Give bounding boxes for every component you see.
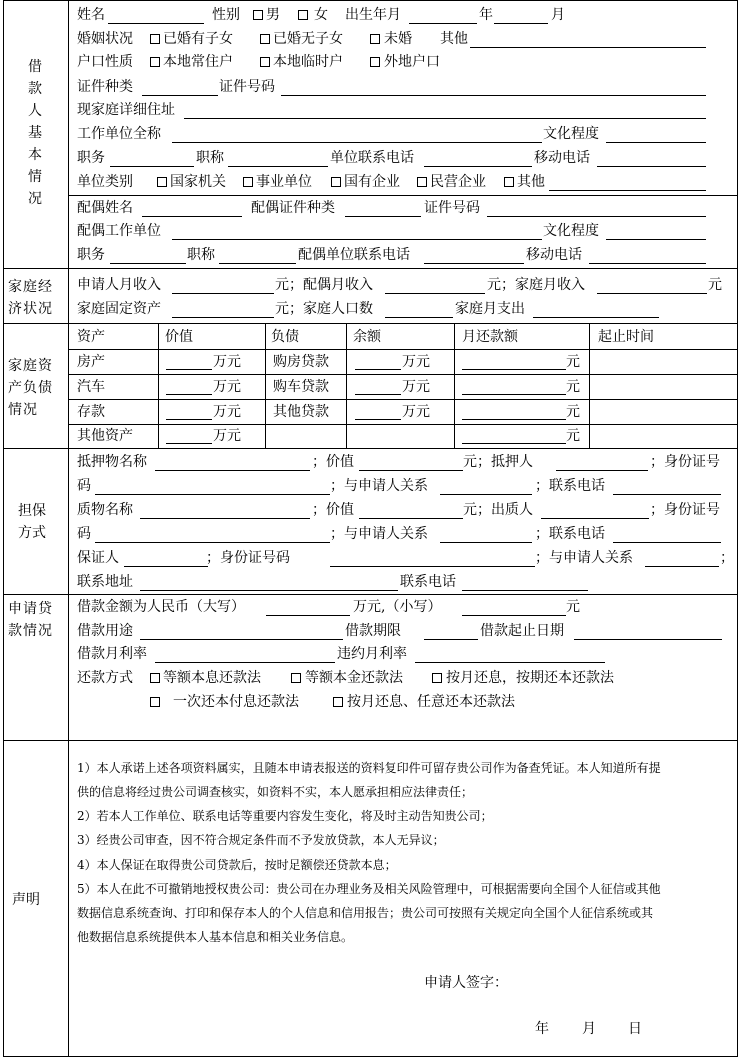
spouse-mobile-field[interactable] bbox=[589, 263, 706, 264]
asset-value-unit: 万元 bbox=[213, 354, 241, 370]
mortgage-value-field[interactable] bbox=[359, 470, 463, 471]
loan-amount-small-field[interactable] bbox=[462, 615, 566, 616]
declaration-text: 1）本人承诺上述各项资料属实，且随本申请表报送的资料复印件可留存贵公司作为备查凭证。本人知道所有提 bbox=[77, 761, 661, 775]
local-perm-checkbox[interactable] bbox=[150, 57, 160, 67]
method-equal-principal-checkbox[interactable] bbox=[291, 673, 301, 683]
household-size-field[interactable] bbox=[385, 317, 453, 318]
title-label: 职称 bbox=[196, 150, 224, 166]
spouse-id-no-label: 证件号码 bbox=[424, 200, 480, 216]
payment-unit: 元 bbox=[566, 428, 580, 444]
guarantor-id-field[interactable] bbox=[330, 566, 535, 567]
spouse-employer-field[interactable] bbox=[172, 239, 542, 240]
household-size-label: 元；家庭人口数 bbox=[275, 301, 373, 317]
education-label: 文化程度 bbox=[543, 126, 599, 142]
outside-checkbox[interactable] bbox=[370, 57, 380, 67]
id-no-field[interactable] bbox=[281, 95, 706, 96]
declaration-text: 5）本人在此不可撤销地授权贵公司：贵公司在办理业务及相关风险管理中，可根据需要向全国个人征信或其他 bbox=[77, 882, 661, 896]
unit-other-field[interactable] bbox=[549, 190, 706, 191]
guarantor-label: 保证人 bbox=[77, 550, 119, 566]
table-border bbox=[68, 195, 738, 196]
table-border bbox=[3, 0, 738, 1]
position-field[interactable] bbox=[110, 166, 194, 167]
pledge-phone-label: ；联系电话 bbox=[535, 526, 605, 542]
guarantor-id-label: ；身份证号码 bbox=[206, 550, 290, 566]
mortgagor-id-label-cont: 码 bbox=[77, 478, 91, 494]
loan-purpose-field[interactable] bbox=[140, 639, 343, 640]
id-type-field[interactable] bbox=[142, 95, 218, 96]
debt-row-label: 其他贷款 bbox=[273, 404, 329, 420]
spouse-name-label: 配偶姓名 bbox=[77, 200, 133, 216]
asset-value-unit: 万元 bbox=[213, 428, 241, 444]
id-no-label: 证件号码 bbox=[219, 79, 275, 95]
institution-checkbox[interactable] bbox=[243, 177, 253, 187]
section-label-economy: 家庭经济状况 bbox=[8, 279, 53, 317]
table-border bbox=[346, 323, 347, 448]
method-flexible-principal-checkbox[interactable] bbox=[333, 697, 343, 707]
gender-label: 性别 bbox=[212, 7, 240, 23]
guarantor-address-label: 联系地址 bbox=[77, 574, 133, 590]
unmarried-label: 未婚 bbox=[384, 31, 412, 47]
spouse-income-field[interactable] bbox=[385, 293, 485, 294]
payment-unit: 元 bbox=[566, 354, 580, 370]
spouse-position-field[interactable] bbox=[110, 263, 186, 264]
employer-label: 工作单位全称 bbox=[77, 126, 161, 142]
penalty-rate-label: 违约月利率 bbox=[337, 646, 407, 662]
pledge-relation-label: ；与申请人关系 bbox=[330, 526, 428, 542]
spouse-position-label: 职务 bbox=[77, 247, 105, 263]
fixed-assets-label: 家庭固定资产 bbox=[77, 301, 161, 317]
monthly-expense-label: 家庭月支出 bbox=[455, 301, 525, 317]
method-equal-principal-label: 等额本金还款法 bbox=[305, 670, 403, 686]
mortgage-value-label: ；价值 bbox=[312, 454, 354, 470]
soe-label: 国有企业 bbox=[344, 174, 400, 190]
mobile-field[interactable] bbox=[597, 166, 706, 167]
guarantor-address-field[interactable] bbox=[140, 590, 398, 591]
loan-term-label: 借款期限 bbox=[345, 623, 401, 639]
spouse-name-field[interactable] bbox=[142, 216, 242, 217]
guarantor-relation-end: ； bbox=[720, 550, 734, 566]
repay-method-label: 还款方式 bbox=[77, 670, 133, 686]
monthly-expense-field[interactable] bbox=[533, 317, 659, 318]
soe-checkbox[interactable] bbox=[331, 177, 341, 187]
spouse-education-label: 文化程度 bbox=[543, 223, 599, 239]
mortgagor-label: 元；抵押人 bbox=[463, 454, 533, 470]
gov-checkbox[interactable] bbox=[157, 177, 167, 187]
guarantor-field[interactable] bbox=[124, 566, 208, 567]
spouse-income-label: 元；配偶月收入 bbox=[275, 277, 373, 293]
pledge-phone-field[interactable] bbox=[613, 542, 721, 543]
education-field[interactable] bbox=[606, 142, 706, 143]
local-temp-label: 本地临时户 bbox=[273, 54, 343, 70]
payment-unit: 元 bbox=[566, 404, 580, 420]
method-equal-installment-label: 等额本息还款法 bbox=[163, 670, 261, 686]
married-kids-label: 已婚有子女 bbox=[163, 31, 233, 47]
balance-header: 余额 bbox=[353, 329, 381, 345]
loan-amount-unit: 元 bbox=[566, 599, 580, 615]
method-equal-installment-checkbox[interactable] bbox=[150, 673, 160, 683]
section-label-loan: 申请贷款情况 bbox=[8, 601, 53, 639]
month-label: 月 bbox=[551, 7, 565, 23]
method-monthly-interest-label: 按月还息，按期还本还款法 bbox=[446, 670, 614, 686]
spouse-title-field[interactable] bbox=[219, 263, 296, 264]
table-border bbox=[737, 0, 738, 1057]
table-border bbox=[3, 594, 738, 595]
debt-row-label: 购房贷款 bbox=[273, 354, 329, 370]
table-border bbox=[68, 399, 738, 400]
table-border bbox=[3, 740, 738, 741]
mortgagor-id-label: ；身份证号 bbox=[650, 454, 720, 470]
payment-field[interactable] bbox=[462, 419, 566, 420]
marital-label: 婚姻状况 bbox=[77, 31, 133, 47]
value-header: 价值 bbox=[165, 329, 193, 345]
mortgage-item-label: 抵押物名称 bbox=[77, 454, 147, 470]
address-field[interactable] bbox=[184, 118, 706, 119]
spouse-work-phone-field[interactable] bbox=[424, 263, 524, 264]
pledgor-id-field[interactable] bbox=[95, 542, 330, 543]
spouse-id-type-field[interactable] bbox=[345, 216, 421, 217]
table-border bbox=[68, 424, 738, 425]
married-nokids-label: 已婚无子女 bbox=[273, 31, 343, 47]
title-field[interactable] bbox=[228, 166, 328, 167]
male-checkbox[interactable] bbox=[253, 10, 263, 20]
payment-unit: 元 bbox=[566, 379, 580, 395]
table-border bbox=[265, 323, 266, 448]
signature-label: 申请人签字： bbox=[424, 975, 508, 991]
sign-month-label: 月 bbox=[582, 1021, 596, 1037]
local-perm-label: 本地常住户 bbox=[163, 54, 233, 70]
asset-row-label: 房产 bbox=[77, 354, 105, 370]
asset-value-field[interactable] bbox=[166, 443, 212, 444]
private-label: 民营企业 bbox=[430, 174, 486, 190]
spouse-employer-label: 配偶工作单位 bbox=[77, 223, 161, 239]
female-label: 女 bbox=[314, 7, 328, 23]
section-label-borrower: 借款人基本情况 bbox=[28, 59, 42, 207]
mortgage-phone-field[interactable] bbox=[613, 494, 721, 495]
marital-other-label: 其他 bbox=[440, 31, 468, 47]
pledge-value-field[interactable] bbox=[359, 518, 463, 519]
spouse-work-phone-label: 配偶单位联系电话 bbox=[298, 247, 410, 263]
table-border bbox=[3, 448, 738, 449]
section-label-assets: 家庭资产负债情况 bbox=[8, 358, 53, 418]
balance-unit: 万元 bbox=[402, 404, 430, 420]
name-label: 姓名 bbox=[77, 7, 105, 23]
unmarried-checkbox[interactable] bbox=[370, 34, 380, 44]
loan-term-field[interactable] bbox=[424, 639, 478, 640]
unit-other-checkbox[interactable] bbox=[504, 177, 514, 187]
penalty-rate-field[interactable] bbox=[415, 662, 605, 663]
pledge-item-field[interactable] bbox=[140, 518, 310, 519]
declaration-text: 数据信息系统查询、打印和保存本人的个人信息和信用报告；贵公司可按照有关规定向全国个人征信系统或其 bbox=[77, 906, 654, 920]
declaration-text: 供的信息将经过贵公司调查核实，如资料不实，本人愿承担相应法律责任； bbox=[77, 785, 474, 799]
declaration-text: 2）若本人工作单位、联系电话等重要内容发生变化，将及时主动告知贵公司； bbox=[77, 809, 493, 823]
pledge-item-label: 质物名称 bbox=[77, 502, 133, 518]
section-label-declaration: 声明 bbox=[12, 892, 40, 908]
balance-field[interactable] bbox=[355, 369, 401, 370]
pledgor-field[interactable] bbox=[541, 518, 649, 519]
address-label: 现家庭详细住址 bbox=[77, 102, 175, 118]
table-border bbox=[3, 0, 4, 1057]
loan-amount-label: 借款金额为人民币（大写） bbox=[77, 599, 245, 615]
position-label: 职务 bbox=[77, 150, 105, 166]
spouse-title-label: 职称 bbox=[187, 247, 215, 263]
asset-row-label: 存款 bbox=[77, 404, 105, 420]
asset-value-field[interactable] bbox=[166, 369, 212, 370]
declaration-text: 3）经贵公司审查，因不符合规定条件而不予发放贷款，本人无异议； bbox=[77, 833, 445, 847]
mortgage-phone-label: ；联系电话 bbox=[535, 478, 605, 494]
pledge-relation-field[interactable] bbox=[440, 542, 532, 543]
spouse-id-type-label: 配偶证件种类 bbox=[251, 200, 335, 216]
payment-field[interactable] bbox=[462, 369, 566, 370]
mortgagor-id-field[interactable] bbox=[95, 494, 330, 495]
pledgor-id-label: ；身份证号 bbox=[650, 502, 720, 518]
loan-amount-caps-field[interactable] bbox=[266, 615, 350, 616]
guarantor-phone-label: 联系电话 bbox=[400, 574, 456, 590]
guarantor-relation-label: ；与申请人关系 bbox=[535, 550, 633, 566]
guarantor-phone-field[interactable] bbox=[462, 590, 588, 591]
debt-header: 负债 bbox=[271, 329, 299, 345]
pledge-value-label: ；价值 bbox=[312, 502, 354, 518]
family-income-unit: 元 bbox=[708, 277, 722, 293]
method-lump-sum-checkbox[interactable] bbox=[150, 697, 160, 707]
fixed-assets-field[interactable] bbox=[172, 317, 274, 318]
payment-field[interactable] bbox=[462, 443, 566, 444]
private-checkbox[interactable] bbox=[417, 177, 427, 187]
spouse-id-no-field[interactable] bbox=[487, 216, 706, 217]
loan-purpose-label: 借款用途 bbox=[77, 623, 133, 639]
work-phone-field[interactable] bbox=[424, 166, 532, 167]
balance-unit: 万元 bbox=[402, 379, 430, 395]
spouse-education-field[interactable] bbox=[606, 239, 706, 240]
table-border bbox=[68, 0, 69, 1057]
method-lump-sum-label: 一次还本付息还款法 bbox=[173, 694, 299, 710]
table-border bbox=[3, 268, 738, 269]
family-income-label: 元；家庭月收入 bbox=[487, 277, 585, 293]
table-border bbox=[68, 374, 738, 375]
mobile-label: 移动电话 bbox=[534, 150, 590, 166]
declaration-text: 4）本人保证在取得贵公司贷款后，按时足额偿还贷款本息； bbox=[77, 858, 397, 872]
employer-field[interactable] bbox=[172, 142, 542, 143]
guarantor-relation-field[interactable] bbox=[645, 566, 719, 567]
married-kids-checkbox[interactable] bbox=[150, 34, 160, 44]
payment-field[interactable] bbox=[462, 394, 566, 395]
year-label: 年 bbox=[479, 7, 493, 23]
unit-other-label: 其他 bbox=[517, 174, 545, 190]
birth-year-field[interactable] bbox=[409, 23, 477, 24]
female-checkbox[interactable] bbox=[298, 10, 308, 20]
payment-header: 月还款额 bbox=[462, 329, 518, 345]
loan-dates-field[interactable] bbox=[574, 639, 722, 640]
mortgage-item-field[interactable] bbox=[155, 470, 310, 471]
marital-other-field[interactable] bbox=[470, 47, 706, 48]
sign-year-label: 年 bbox=[535, 1021, 549, 1037]
local-temp-checkbox[interactable] bbox=[260, 57, 270, 67]
outside-label: 外地户口 bbox=[384, 54, 440, 70]
institution-label: 事业单位 bbox=[256, 174, 312, 190]
applicant-income-label: 申请人月收入 bbox=[77, 277, 161, 293]
hukou-label: 户口性质 bbox=[77, 54, 133, 70]
pledgor-label: 元；出质人 bbox=[463, 502, 533, 518]
table-border bbox=[158, 323, 159, 448]
section-label-guarantee: 担保方式 bbox=[18, 503, 46, 541]
unit-type-label: 单位类别 bbox=[77, 174, 133, 190]
monthly-rate-field[interactable] bbox=[155, 662, 335, 663]
period-header: 起止时间 bbox=[598, 329, 654, 345]
table-border bbox=[68, 349, 738, 350]
monthly-rate-label: 借款月利率 bbox=[77, 646, 147, 662]
asset-value-unit: 万元 bbox=[213, 379, 241, 395]
id-type-label: 证件种类 bbox=[77, 79, 133, 95]
applicant-income-field[interactable] bbox=[172, 293, 274, 294]
balance-field[interactable] bbox=[355, 419, 401, 420]
asset-value-field[interactable] bbox=[166, 419, 212, 420]
declaration-text: 他数据信息系统提供本人基本信息和相关业务信息。 bbox=[77, 930, 354, 944]
mortgage-relation-label: ；与申请人关系 bbox=[330, 478, 428, 494]
asset-header: 资产 bbox=[77, 329, 105, 345]
debt-row-label: 购车贷款 bbox=[273, 379, 329, 395]
loan-amount-small-label: 万元,（小写） bbox=[353, 599, 442, 615]
birth-label: 出生年月 bbox=[345, 7, 401, 23]
balance-field[interactable] bbox=[355, 394, 401, 395]
table-border bbox=[3, 323, 738, 324]
family-income-field[interactable] bbox=[597, 293, 707, 294]
balance-unit: 万元 bbox=[402, 354, 430, 370]
method-flexible-principal-label: 按月还息、任意还本还款法 bbox=[347, 694, 515, 710]
asset-row-label: 汽车 bbox=[77, 379, 105, 395]
table-border bbox=[589, 323, 590, 448]
name-field[interactable] bbox=[108, 23, 204, 24]
method-monthly-interest-checkbox[interactable] bbox=[432, 673, 442, 683]
asset-value-unit: 万元 bbox=[213, 404, 241, 420]
birth-month-field[interactable] bbox=[494, 23, 548, 24]
pledgor-id-label-cont: 码 bbox=[77, 526, 91, 542]
loan-dates-label: 借款起止日期 bbox=[480, 623, 564, 639]
mortgagor-field[interactable] bbox=[556, 470, 648, 471]
mortgage-relation-field[interactable] bbox=[440, 494, 532, 495]
asset-value-field[interactable] bbox=[166, 394, 212, 395]
married-nokids-checkbox[interactable] bbox=[260, 34, 270, 44]
table-border bbox=[454, 323, 455, 448]
asset-row-label: 其他资产 bbox=[77, 428, 133, 444]
gov-label: 国家机关 bbox=[170, 174, 226, 190]
work-phone-label: 单位联系电话 bbox=[330, 150, 414, 166]
male-label: 男 bbox=[266, 7, 280, 23]
spouse-mobile-label: 移动电话 bbox=[526, 247, 582, 263]
sign-day-label: 日 bbox=[628, 1021, 642, 1037]
